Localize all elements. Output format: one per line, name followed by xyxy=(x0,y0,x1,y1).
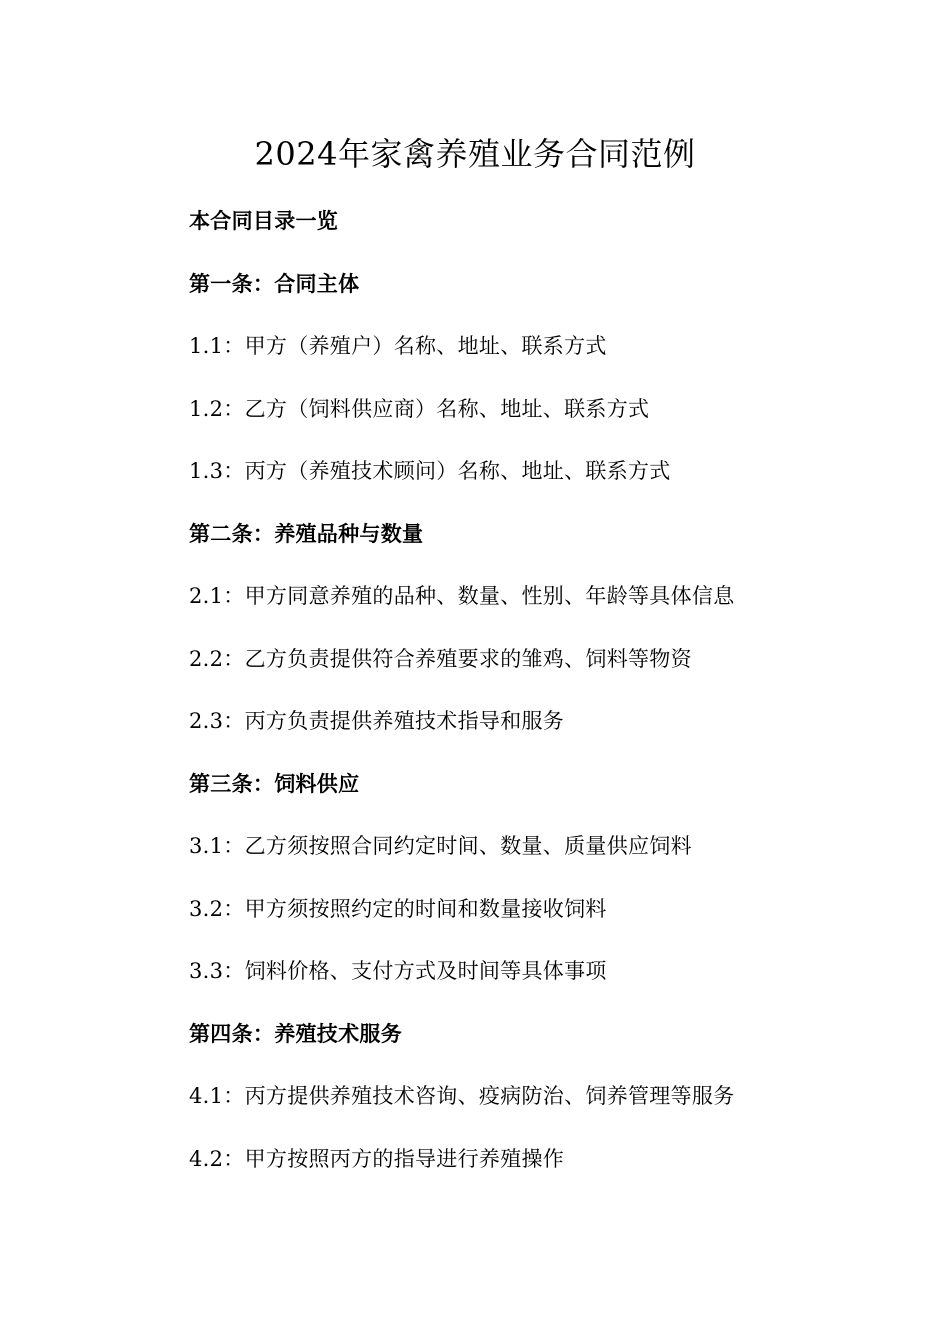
toc-item-1-2: 1.2：乙方（饲料供应商）名称、地址、联系方式 xyxy=(189,396,650,421)
table-of-contents xyxy=(189,199,889,1199)
toc-item-2-3: 2.3：丙方负责提供养殖技术指导和服务 xyxy=(189,709,565,733)
toc-item-4-2: 4.2：甲方按照丙方的指导进行养殖操作 xyxy=(189,1146,565,1171)
toc-section-2: 第二条：养殖品种与数量 xyxy=(189,521,424,546)
toc-item-2-2: 2.2：乙方负责提供符合养殖要求的雏鸡、饲料等物资 xyxy=(189,646,692,671)
toc-item-3-1: 3.1：乙方须按照合同约定时间、数量、质量供应饲料 xyxy=(189,834,692,858)
toc-item-3-3: 3.3：饲料价格、支付方式及时间等具体事项 xyxy=(189,959,607,983)
toc-item-3-2: 3.2：甲方须按照约定的时间和数量接收饲料 xyxy=(189,896,607,921)
toc-section-4: 第四条：养殖技术服务 xyxy=(189,1021,402,1046)
toc-item-1-3: 1.3：丙方（养殖技术顾问）名称、地址、联系方式 xyxy=(189,459,671,483)
toc-heading: 本合同目录一览 xyxy=(189,209,339,233)
toc-section-3: 第三条：饲料供应 xyxy=(189,771,360,796)
toc-item-2-1: 2.1：甲方同意养殖的品种、数量、性别、年龄等具体信息 xyxy=(189,584,735,608)
document-title: 2024年家禽养殖业务合同范例 xyxy=(254,135,696,173)
toc-item-1-1: 1.1：甲方（养殖户）名称、地址、联系方式 xyxy=(189,334,607,358)
toc-section-1: 第一条：合同主体 xyxy=(189,271,360,296)
toc-item-4-1: 4.1：丙方提供养殖技术咨询、疫病防治、饲养管理等服务 xyxy=(189,1084,735,1108)
